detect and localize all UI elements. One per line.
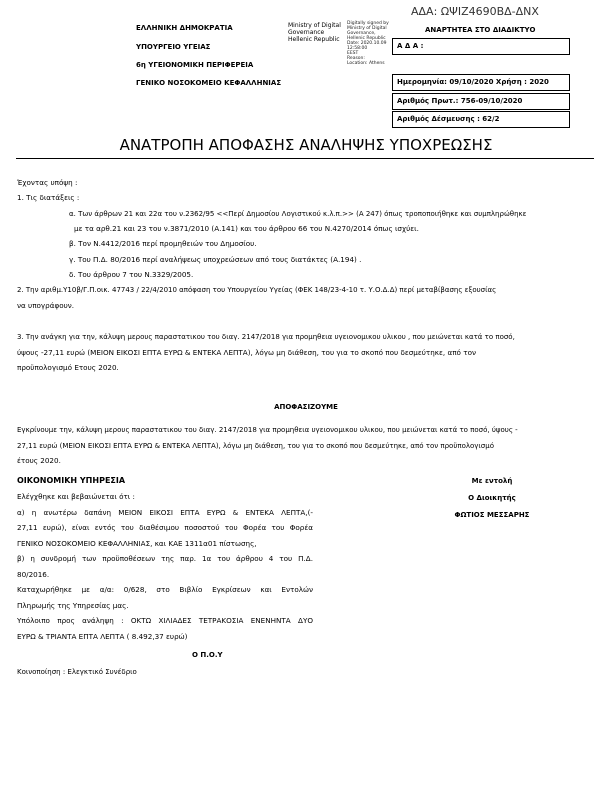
considering-item-3-line-3: προϋπολογισμό Ετους 2020. <box>17 363 119 372</box>
decision-heading: ΑΠΟΦΑΣΙΖΟΥΜΕ <box>274 403 338 411</box>
ada-top: ΑΔΑ: ΩΨΙΖ4690ΒΔ-ΔΝΧ <box>411 5 539 18</box>
header-line-2: ΥΠΟΥΡΓΕΙΟ ΥΓΕΙΑΣ <box>136 43 211 51</box>
ada-box <box>392 38 570 55</box>
signature-detail: EEST <box>347 51 359 56</box>
considering-item-1: 1. Τις διατάξεις : <box>17 193 80 202</box>
header-line-4: ΓΕΝΙΚΟ ΝΟΣΟΚΟΜΕΙΟ ΚΕΦΑΛΛΗΝΙΑΣ <box>136 79 282 87</box>
header-line-3: 6η ΥΓΕΙΟΝΟΜΙΚΗ ΠΕΡΙΦΕΡΕΙΑ <box>136 61 254 69</box>
signature-details <box>347 21 389 66</box>
published-label: ΑΝΑΡΤΗΤΕΑ ΣΤΟ ΔΙΑΔΙΚΤΥΟ <box>425 26 536 34</box>
signature-detail: 12:58:00 <box>347 46 368 51</box>
signature-line-3: Hellenic Republic <box>288 36 340 43</box>
signature-detail: Hellenic Republic <box>347 36 386 41</box>
considering-item-2-line-1: 2. Την αριθμ.Υ10β/Γ.Π.οικ. 47743 / 22/4/2010 απόφαση του Υπουργείου Υγείας (ΦΕΚ 148/23-4-10 τ. Υ.Ο.Δ.Δ) περί μεταβίβασης εξουσίας <box>17 286 497 294</box>
finance-register-line-1: Καταχωρήθηκε με α/α: 0/628, στο Βιβλίο Εγκρίσεων και Εντολών <box>17 585 313 594</box>
commitment-box-text: Αριθμός Δέσμευσης : 62/2 <box>397 115 500 123</box>
finance-remaining-line-2: ΕΥΡΩ & ΤΡΙΑΝΤΑ ΕΠΤΑ ΛΕΠΤΑ ( 8.492,37 ευρώ) <box>17 632 188 641</box>
commitment-box <box>392 111 570 128</box>
document-title: ΑΝΑΤΡΟΠΗ ΑΠΟΦΑΣΗΣ ΑΝΑΛΗΨΗΣ ΥΠΟΧΡΕΩΣΗΣ <box>119 136 493 154</box>
finance-b-line-1: β) η συνδρομή των προϋποθέσεων της παρ. 1α του άρθρου 4 του Π.Δ. <box>17 554 313 563</box>
signature-detail: Digitally signed by <box>347 21 389 26</box>
finance-a-line-3: ΓΕΝΙΚΟ ΝΟΣΟΚΟΜΕΙΟ ΚΕΦΑΛΛΗΝΙΑΣ, και ΚΑΕ 1311α01 πίστωσης, <box>17 539 257 548</box>
date-box <box>392 74 570 91</box>
digital-signature <box>288 22 341 43</box>
finance-heading: ΟΙΚΟΝΟΜΙΚΗ ΥΠΗΡΕΣΙΑ <box>17 476 126 485</box>
finance-a-line-2: 27,11 ευρώ), είναι εντός του διαθέσιμου ποσοστού του Φορέα του Φορέα <box>17 523 313 532</box>
considering-item-2-line-2: να υπογράφουν. <box>17 301 75 310</box>
considering-item-b: β. Τον Ν.4412/2016 περί προμηθειών του Δημοσίου. <box>69 239 257 248</box>
signature-detail: Date: 2020.10.09 <box>347 41 387 46</box>
finance-pou: Ο Π.Ο.Υ <box>192 651 223 659</box>
signature-line-1: Ministry of Digital <box>288 22 341 29</box>
decision-line-3: έτους 2020. <box>17 456 61 465</box>
finance-checked: Ελέγχθηκε και βεβαιώνεται ότι : <box>17 492 135 501</box>
signature-line-2: Governance <box>288 29 325 36</box>
protocol-box <box>392 93 570 110</box>
finance-remaining-line-1: Υπόλοιπο προς ανάληψη : ΟΚΤΩ ΧΙΛΙΑΔΕΣ ΤΕΤΡΑΚΟΣΙΑ ΕΝΕΝΗΝΤΑ ΔΥΟ <box>17 616 313 625</box>
signature-detail: Governance, <box>347 31 376 36</box>
considering-item-a-line-1: α. Των άρθρων 21 και 22α του ν.2362/95 <<Περί Δημοσίου Λογιστικού κ.λ.π.>> (Α 247) όπως τροποποιήθηκε και συμπληρώθηκε <box>69 210 527 218</box>
considering-intro: Έχοντας υπόψη : <box>17 178 78 187</box>
decision-line-2: 27,11 ευρώ (ΜΕΙΟΝ ΕΙΚΟΣΙ ΕΠΤΑ ΕΥΡΩ & ΕΝΤΕΚΑ ΛΕΠΤΑ), λόγω μη διάθεση, του για το σκοπό που δεσμεύτηκε, από τον προϋπολογισμό <box>17 442 494 450</box>
signature-detail: Ministry of Digital <box>347 26 387 31</box>
considering-item-3-line-1: 3. Την ανάγκη για την, κάλυψη μερους παραστατικου του διαγ. 2147/2018 για προμηθεια υγειονομικου υλικου , που μειώνεται κατά το ποσό, <box>17 333 515 341</box>
signatory-name: ΦΩΤΙΟΣ ΜΕΣΣΑΡΗΣ <box>454 511 530 519</box>
finance-register-line-2: Πληρωμής της Υπηρεσίας μας. <box>17 601 129 610</box>
header-line-1: ΕΛΛΗΝΙΚΗ ΔΗΜΟΚΡΑΤΙΑ <box>136 24 233 32</box>
footer-notification: Κοινοποίηση : Ελεγκτικό Συνέδριο <box>17 668 137 676</box>
signature-detail: Reason: <box>347 56 365 61</box>
decision-line-1: Εγκρίνουμε την, κάλυψη μερους παραστατικου του διαγ. 2147/2018 για προμηθεια υγειονομικου υλικου, που μειώνεται κατά το ποσό, ύψους - <box>17 426 518 434</box>
ada-box-label: Α Δ Α : <box>397 42 424 50</box>
title-divider <box>16 158 594 159</box>
signatory-order: Με εντολή <box>471 477 513 485</box>
signatory-role: Ο Διοικητής <box>468 494 516 502</box>
signature-detail: Location: Athens <box>347 61 385 66</box>
considering-item-d: δ. Του άρθρου 7 του Ν.3329/2005. <box>69 270 194 279</box>
finance-b-line-2: 80/2016. <box>17 570 50 579</box>
considering-item-3-line-2: ύψους -27,11 ευρώ (ΜΕΙΟΝ ΕΙΚΟΣΙ ΕΠΤΑ ΕΥΡΩ & ΕΝΤΕΚΑ ΛΕΠΤΑ), λόγω μη διάθεση, του για το σκοπό που δεσμεύτηκε, από τον <box>17 348 476 357</box>
protocol-box-text: Αριθμός Πρωτ.: 756-09/10/2020 <box>397 97 523 105</box>
date-box-text: Ημερομηνία: 09/10/2020 Χρήση : 2020 <box>397 78 549 86</box>
considering-item-c: γ. Του Π.Δ. 80/2016 περί αναλήψεως υποχρεώσεων από τους διατάκτες (Α.194) . <box>69 255 362 264</box>
considering-item-a-line-2: με τα αρθ.21 και 23 του ν.3871/2010 (Α.141) και του άρθρου 66 του Ν.4270/2014 όπως ισχύει. <box>74 224 419 233</box>
finance-a-line-1: α) η ανωτέρω δαπάνη ΜΕΙΟΝ ΕΙΚΟΣΙ ΕΠΤΑ ΕΥΡΩ & ΕΝΤΕΚΑ ΛΕΠΤΑ,(- <box>17 508 313 517</box>
